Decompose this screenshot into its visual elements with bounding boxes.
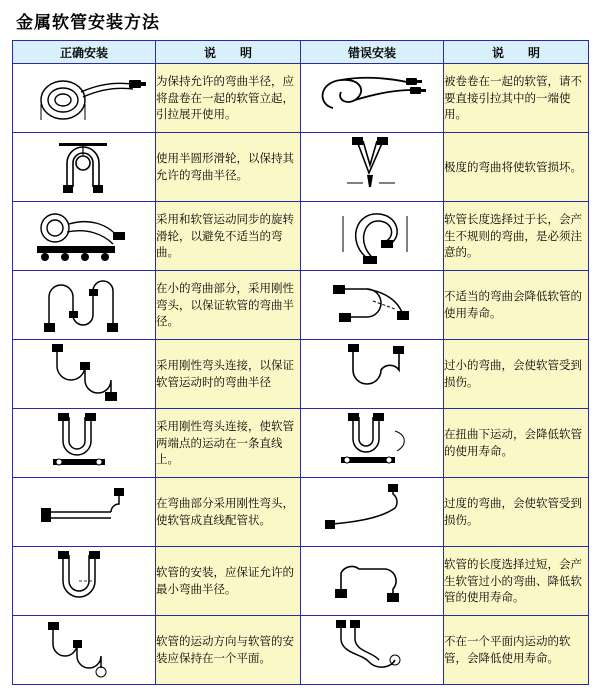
header-wrong-note: 说 明 bbox=[444, 41, 589, 64]
table-row bbox=[13, 202, 589, 271]
note-text: 使用半圆形滑轮，以保持其允许的弯曲半径。 bbox=[156, 133, 301, 202]
note-text: 采用刚性弯头连接，以保证软管运动时的弯曲半径 bbox=[156, 340, 301, 409]
figure-twist-motion bbox=[301, 409, 444, 478]
figure-rigid-bend-small-radius bbox=[13, 271, 156, 340]
figure-same-plane-motion bbox=[13, 616, 156, 685]
figure-improper-bend bbox=[301, 271, 444, 340]
note-text: 软管的安装，应保证允许的最小弯曲半径。 bbox=[156, 547, 301, 616]
note-text: 在扭曲下运动，会降低软管的使用寿命。 bbox=[444, 409, 589, 478]
figure-too-long-small-bend bbox=[301, 547, 444, 616]
figure-coiled-hose-pulled bbox=[301, 64, 444, 133]
table-row bbox=[13, 271, 589, 340]
page-title: 金属软管安装方法 bbox=[16, 13, 160, 33]
note-text: 不在一个平面内运动的软管，会降低使用寿命。 bbox=[444, 616, 589, 685]
figure-over-small-bend bbox=[301, 340, 444, 409]
figure-excessive-bend bbox=[301, 478, 444, 547]
header-wrong-install: 错误安装 bbox=[301, 41, 444, 64]
figure-sharp-bend-v bbox=[301, 133, 444, 202]
note-text: 采用和软管运动同步的旋转滑轮，以避免不适当的弯曲。 bbox=[156, 202, 301, 271]
figure-too-long-hose-loop bbox=[301, 202, 444, 271]
figure-straight-pipe-rigid-elbow bbox=[13, 478, 156, 547]
note-text: 软管长度选择过于长，会产生不规则的弯曲，是必须注意的。 bbox=[444, 202, 589, 271]
figure-rigid-elbow-straight-line bbox=[13, 409, 156, 478]
note-text: 采用刚性弯头连接，使软管两端点的运动在一条直线上。 bbox=[156, 409, 301, 478]
header-correct-note: 说 明 bbox=[156, 41, 301, 64]
note-text: 软管的运动方向与软管的安装应保持在一个平面。 bbox=[156, 616, 301, 685]
table-row bbox=[13, 616, 589, 685]
note-text: 在弯曲部分采用刚性弯头，使软管成直线配管状。 bbox=[156, 478, 301, 547]
note-text: 过小的弯曲，会使软管受到损伤。 bbox=[444, 340, 589, 409]
figure-coiled-hose-standing bbox=[13, 64, 156, 133]
table-row bbox=[13, 133, 589, 202]
figure-out-of-plane-motion bbox=[301, 616, 444, 685]
note-text: 过度的弯曲，会使软管受到损伤。 bbox=[444, 478, 589, 547]
note-text: 被卷卷在一起的软管，请不要直接引拉其中的一端使用。 bbox=[444, 64, 589, 133]
table-row bbox=[13, 340, 589, 409]
figure-rigid-elbow-connection bbox=[13, 340, 156, 409]
table-header-row bbox=[13, 41, 589, 64]
table-row bbox=[13, 547, 589, 616]
figure-semicircular-sheave bbox=[13, 133, 156, 202]
note-text: 为保持允许的弯曲半径，应将盘卷在一起的软管立起，引拉展开使用。 bbox=[156, 64, 301, 133]
table-row bbox=[13, 64, 589, 133]
figure-min-bend-radius-install bbox=[13, 547, 156, 616]
note-text: 极度的弯曲将使软管损坏。 bbox=[444, 133, 589, 202]
table-row bbox=[13, 409, 589, 478]
table-row bbox=[13, 478, 589, 547]
note-text: 软管的长度选择过短，会产生软管过小的弯曲、降低软管的使用寿命。 bbox=[444, 547, 589, 616]
note-text: 在小的弯曲部分，采用刚性弯头，以保证软管的弯曲半径。 bbox=[156, 271, 301, 340]
header-correct-install: 正确安装 bbox=[13, 41, 156, 64]
figure-synchronized-rotating-sheave bbox=[13, 202, 156, 271]
note-text: 不适当的弯曲会降低软管的使用寿命。 bbox=[444, 271, 589, 340]
hose-installation-table bbox=[12, 40, 589, 685]
